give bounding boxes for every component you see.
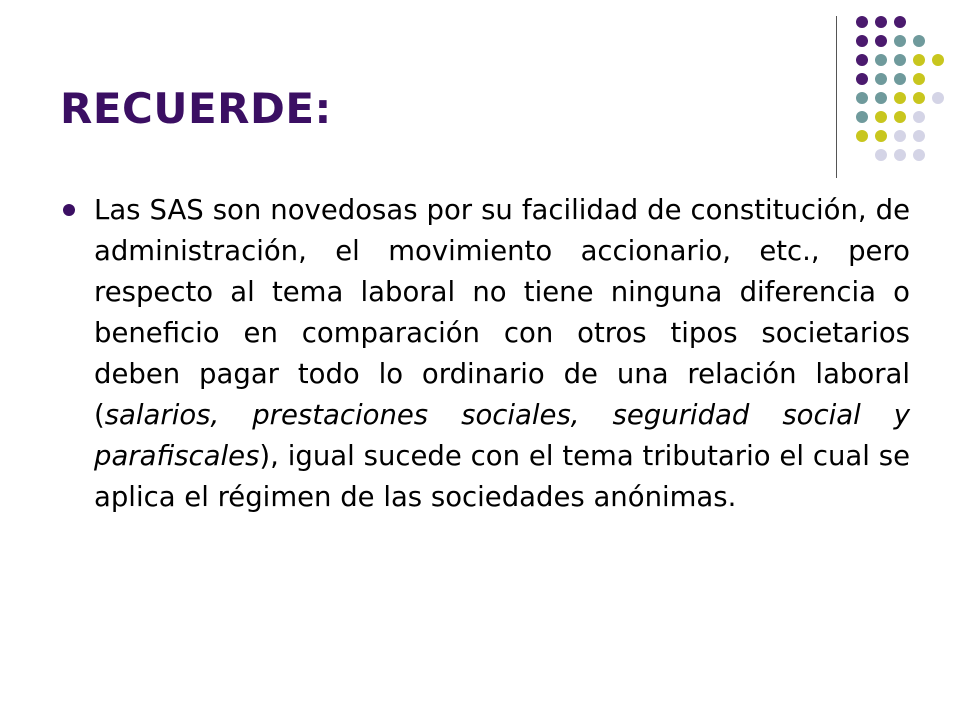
decorative-dot (913, 35, 925, 47)
decorative-dot (856, 35, 868, 47)
vertical-divider (836, 16, 837, 178)
decorative-dot (856, 73, 868, 85)
decorative-dot (875, 16, 887, 28)
decorative-dot (875, 54, 887, 66)
decorative-dot (875, 111, 887, 123)
decorative-dot (894, 35, 906, 47)
bullet-paragraph (94, 190, 910, 518)
decorative-dot (913, 54, 925, 66)
slide-title: RECUERDE: (60, 84, 332, 133)
paragraph-run: Las SAS son novedosas por su facilidad de constitución, de administración, el movimiento accionario, etc., pero respecto al tema laboral no tiene ninguna diferencia o beneficio en comparación con otros tipos societarios deben pagar todo lo ordinario de una relación laboral ( (94, 194, 910, 431)
bullet-list (60, 190, 910, 518)
decorative-dot (875, 92, 887, 104)
decorative-dot (875, 149, 887, 161)
decorative-dot (856, 111, 868, 123)
decorative-dot (856, 54, 868, 66)
decorative-dot (913, 92, 925, 104)
decorative-dot (875, 35, 887, 47)
decorative-dot (894, 130, 906, 142)
decorative-dot (894, 149, 906, 161)
decorative-dot (894, 54, 906, 66)
decorative-dot (932, 92, 944, 104)
decorative-dot (856, 16, 868, 28)
decorative-dot (856, 130, 868, 142)
decorative-dot (913, 73, 925, 85)
paragraph-run: ), igual sucede con el tema tributario el cual se aplica el régimen de las sociedades anónimas. (94, 440, 910, 513)
paragraph-run-italic: salarios, prestaciones sociales, seguridad social y parafiscales (94, 399, 910, 472)
decorative-dot (875, 130, 887, 142)
decorative-dot (894, 16, 906, 28)
decorative-dot (894, 92, 906, 104)
decorative-dot (856, 92, 868, 104)
decorative-dot (913, 111, 925, 123)
decorative-dot (932, 54, 944, 66)
decorative-dot (894, 73, 906, 85)
bullet-dot-icon (63, 204, 75, 216)
decorative-dot (913, 149, 925, 161)
decorative-dot (875, 73, 887, 85)
decorative-dot (894, 111, 906, 123)
decorative-dot (913, 130, 925, 142)
